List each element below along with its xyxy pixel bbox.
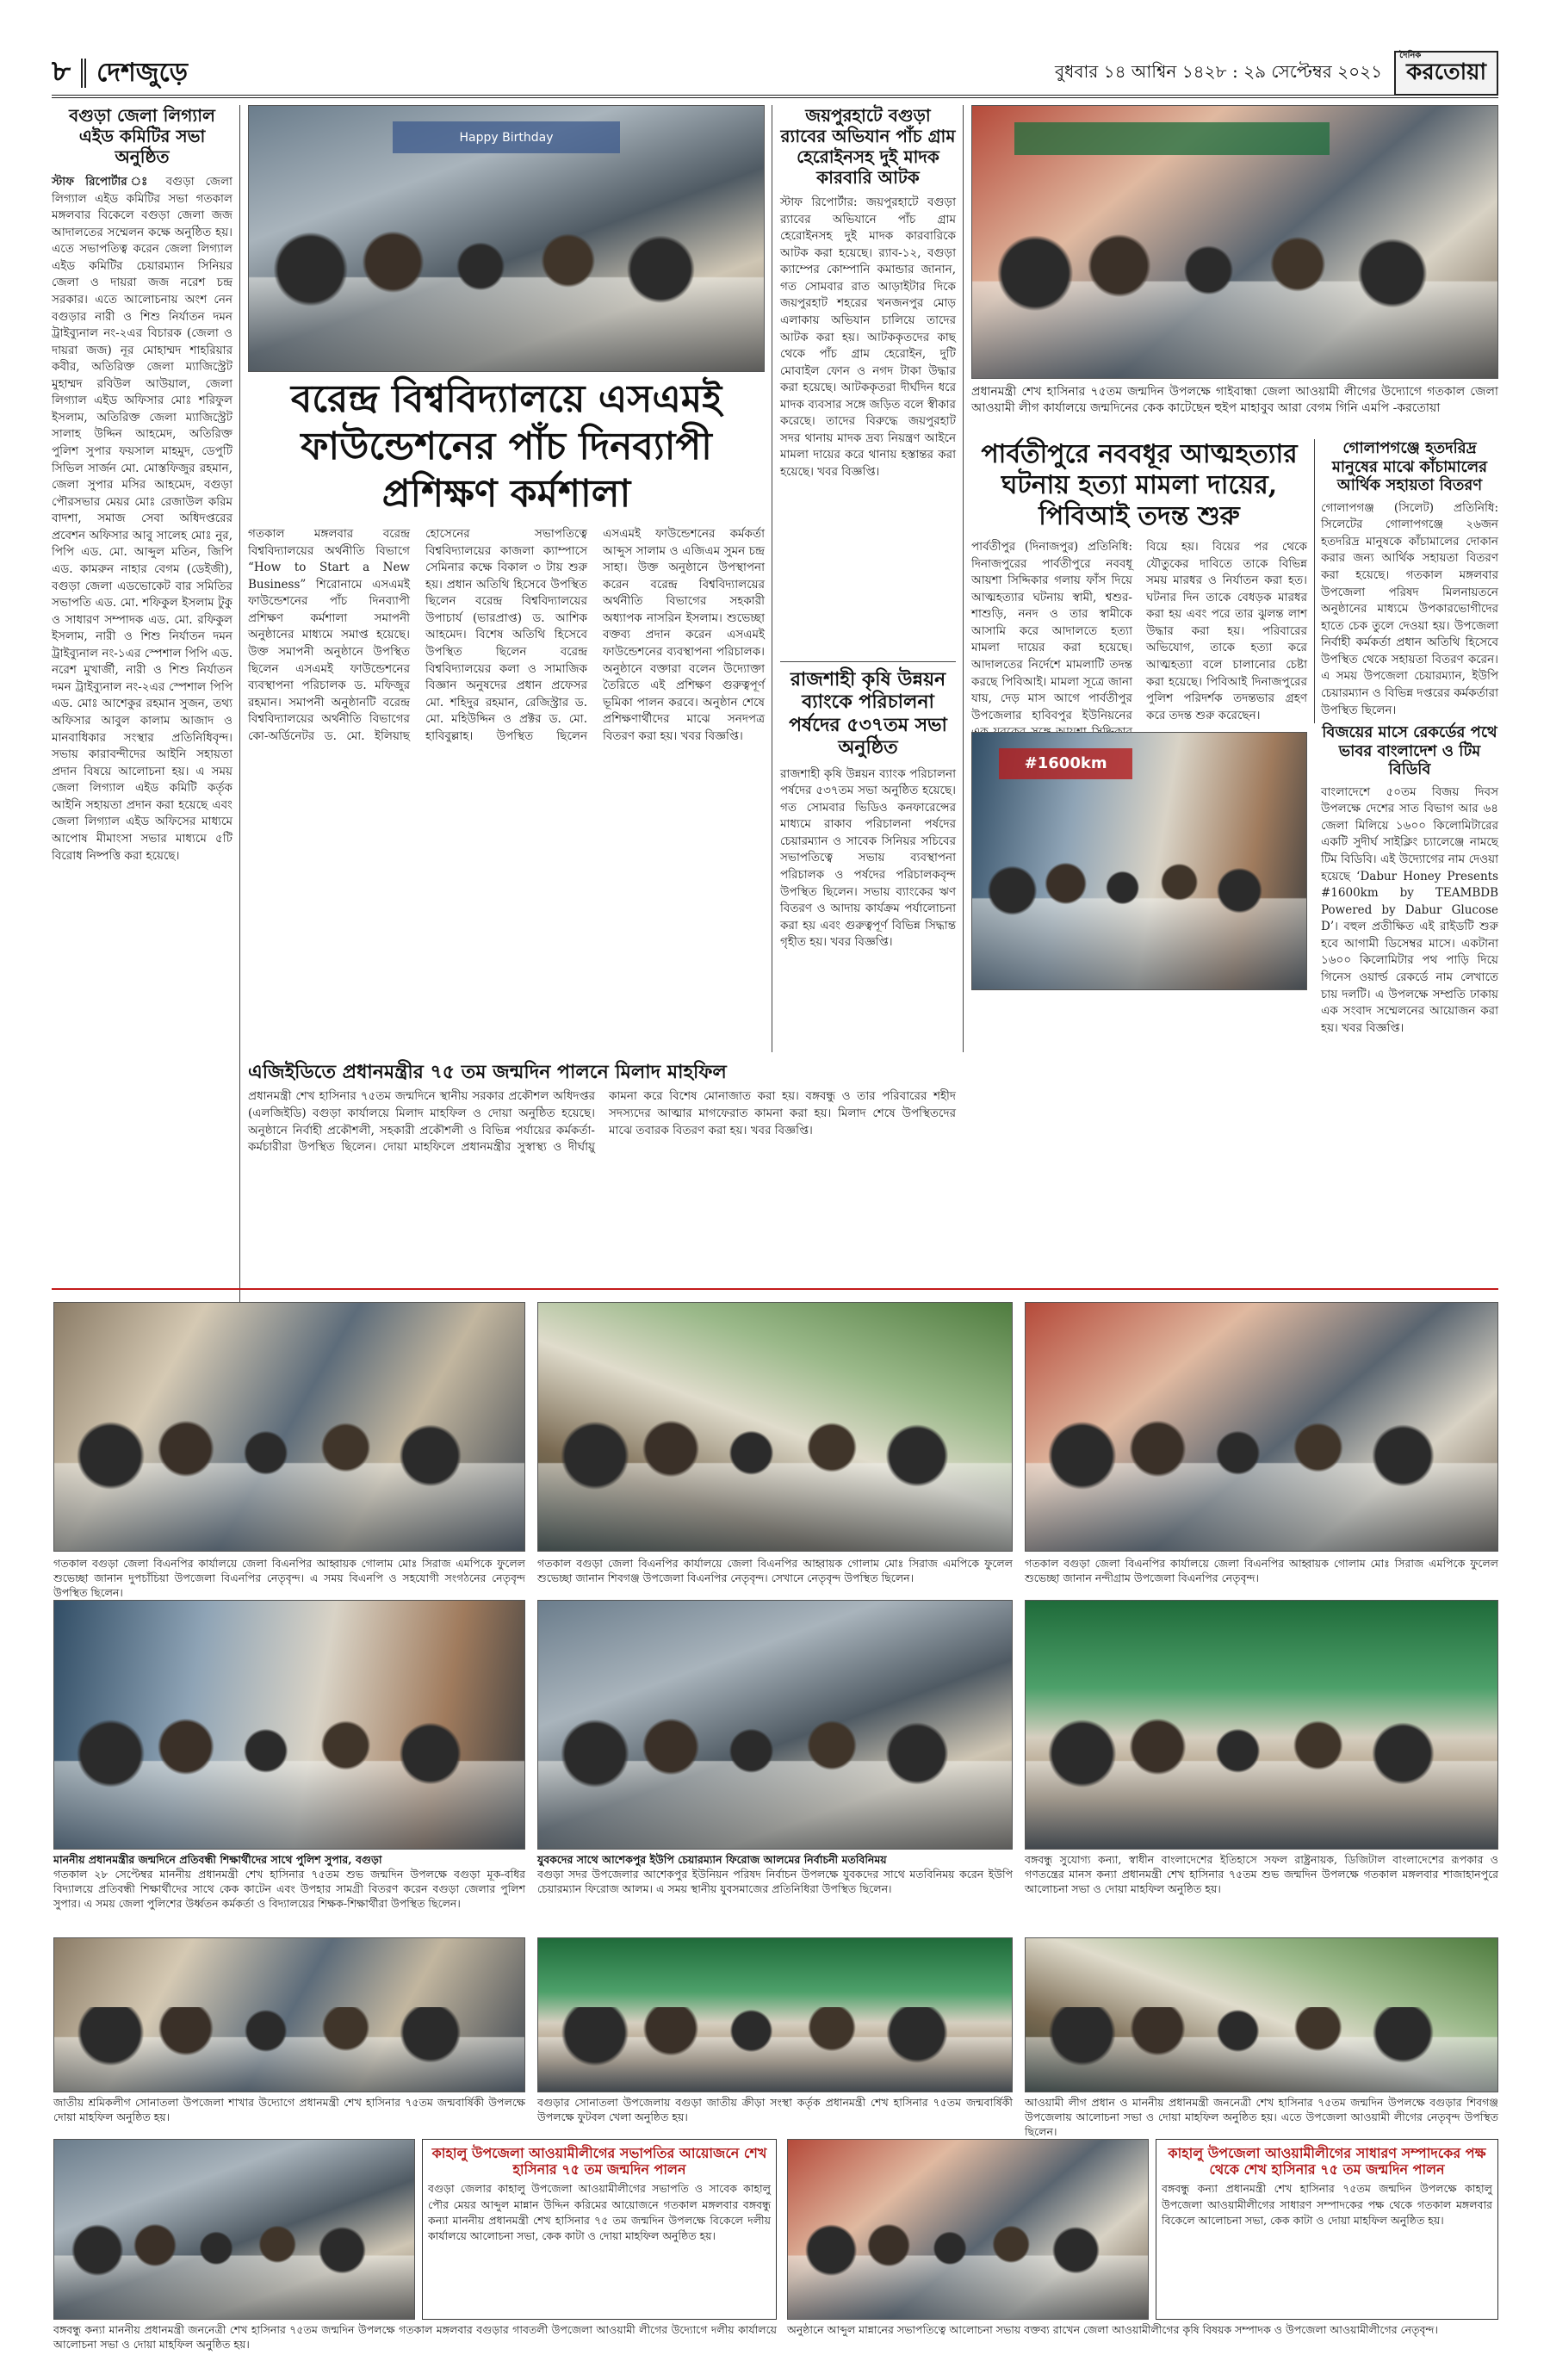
article-headline: জয়পুরহাটে বগুড়া র‌্যাবের অভিযান পাঁচ গ্রাম হেরোইনসহ দুই মাদক কারবারি আটক (780, 105, 956, 188)
article-body: রাজশাহী কৃষি উন্নয়ন ব্যাংক পরিচালনা পর্ষদের ৫৩৭তম সভা অনুষ্ঠিত হয়েছে। গত সোমবার ভিডিও কনফারেন্সের মাধ্যমে রাকাব পরিচালনা পর্ষদের চেয়ারম্যান ও সাবেক সিনিয়র সচিবের সভাপতিত্বে সভায় ব্যবস্থাপনা পরিচালক ও পর্ষদের পরিচালকবৃন্দ উপস্থিত ছিলেন। সভায় ব্যাংকের ঋণ বিতরণ ও আদায় কার্যক্রম পর্যালোচনা করা হয় এবং গুরুত্বপূর্ণ বিভিন্ন সিদ্ধান্ত গৃহীত হয়। খবর বিজ্ঞপ্তি। (780, 766, 956, 950)
section-red-divider (52, 1288, 1498, 1290)
news-photo (1025, 1937, 1498, 2092)
article-body: গোলাপগঞ্জ (সিলেট) প্রতিনিধি: সিলেটের গোলাপগঞ্জে ২৬জন হতদরিদ্র মানুষকে কাঁচামালের দোকান করার জন্য আর্থিক সহায়তা বিতরণ করা হয়েছে। গতকাল মঙ্গলবার উপজেলা পরিষদ মিলনায়তনে অনুষ্ঠানের মাধ্যমে উপকারভোগীদের হাতে চেক তুলে দেওয়া হয়। উপজেলা নির্বাহী কর্মকর্তা প্রধান অতিথি হিসেবে উপস্থিত থেকে সহায়তা বিতরণ করেন। এ সময় উপজেলা চেয়ারম্যান, ইউপি চেয়ারম্যান ও বিভিন্ন দপ্তরের কর্মকর্তারা উপস্থিত ছিলেন। (1321, 500, 1498, 717)
photo-banner (1014, 122, 1330, 155)
article-headline: কাহালু উপজেলা আওয়ামীলীগের সাধারণ সম্পাদকের পক্ষ থেকে শেখ হাসিনার ৭৫ তম জন্মদিন পালন (1168, 2145, 1486, 2179)
article-headline: কাহালু উপজেলা আওয়ামীলীগের সভাপতির আয়োজনে শেখ হাসিনার ৭৫ তম জন্মদিন পালন (431, 2145, 767, 2179)
article-body: বাংলাদেশে ৫০তম বিজয় দিবস উপলক্ষে দেশের সাত বিভাগ আর ৬৪ জেলা মিলিয়ে ১৬০০ কিলোমিটারের একটি সুদীর্ঘ সাইক্লিং চ্যালেঞ্জে নামছে টিম বিডিবি। এই উদ্যোগের নাম দেওয়া হয়েছে ‘Dabur Honey Presents #1600km by TEAMBDB Powered by Dabur Glucose D’। বহুল প্রতীক্ষিত এই রাইডটি শুরু হবে আগামী ডিসেম্বর মাসে। একটানা ১৬০০ কিলোমিটার পথ পাড়ি দিয়ে গিনেস ওয়ার্ল্ড রেকর্ডে নাম লেখাতে চায় দলটি। এ উপলক্ষে সম্প্রতি ঢাকায় এক সংবাদ সম্মেলনের আয়োজন করা হয়। খবর বিজ্ঞপ্তি। (1321, 784, 1498, 1035)
caption-title: যুবকদের সাথে আশেকপুর ইউপি চেয়ারম্যান ফিরোজ আলমের নির্বাচনী মতবিনিময় (537, 1853, 887, 1866)
photo-banner: #1600km (999, 748, 1132, 779)
article-headline: গোলাপগঞ্জে হতদরিদ্র মানুষের মাঝে কাঁচামালের আর্থিক সহায়তা বিতরণ (1331, 439, 1488, 495)
news-photo (248, 105, 765, 372)
section-title: দেশজুড়ে (96, 57, 189, 88)
news-photo (971, 105, 1498, 379)
article-golapganj (1321, 439, 1498, 715)
photo-caption: গতকাল বগুড়া জেলা বিএনপির কার্যালয়ে জেলা বিএনপির আহ্বায়ক গোলাম মোঃ সিরাজ এমপিকে ফুলেল শুভেচ্ছা জানান দুপচাঁচিয়া উপজেলা বিএনপির নেতৃবৃন্দ। এ সময় বিএনপি ও সহযোগী সংগঠনের নেতৃবৃন্দ উপস্থিত ছিলেন। (53, 1557, 525, 1599)
photo-caption: গতকাল বগুড়া জেলা বিএনপির কার্যালয়ে জেলা বিএনপির আহ্বায়ক গোলাম মোঃ সিরাজ এমপিকে ফুলেল শুভেচ্ছা জানান শিবগঞ্জ উপজেলা বিএনপির নেতৃবৃন্দ। সেখানে নেতৃবৃন্দ উপস্থিত ছিলেন। (537, 1557, 1013, 1584)
article-body (52, 174, 232, 865)
logo-text: করতোয়া (1406, 59, 1486, 85)
page-number: ৮ (52, 53, 71, 89)
photo-people (538, 2007, 1012, 2092)
photo-caption: বগুড়ার সোনাতলা উপজেলায় বগুড়া জাতীয় ক্রীড়া সংস্থা কর্তৃক প্রধানমন্ত্রী শেখ হাসিনার ৭৫তম জন্মবার্ষিকী উপলক্ষে ফুটবল খেলা অনুষ্ঠিত হয়। (537, 2096, 1013, 2123)
article-text: বগুড়া জেলা লিগ্যাল এইড কমিটির সভা গতকাল মঙ্গলবার বিকেলে বগুড়া জেলা জজ আদালতের সম্মেলন কক্ষে অনুষ্ঠিত হয়। এতে সভাপতিত্ব করেন জেলা লিগ্যাল এইড কমিটির চেয়ারম্যান সিনিয়র জেলা ও দায়রা জজ নরেশ চন্দ্র সরকার। এতে আলোচনায় অংশ নেন বগুড়ার নারী ও শিশু নির্যাতন দমন ট্রাইব্যুনাল নং-২এর বিচারক (জেলা ও দায়রা জজ) নূর মোহাম্মদ শাহরিয়ার কবীর, অতিরিক্ত জেলা ম্যাজিস্ট্রেট মুহাম্মদ রবিউল আউয়াল, জেলা লিগ্যাল এইড অফিসার মোঃ শরিফুল ইসলাম, অতিরিক্ত জেলা ম্যাজিস্ট্রেট সালাহ উদ্দিন আহমেদ, অতিরিক্ত পুলিশ সুপার ফয়সাল মাহমুদ, ডেপুটি সিভিল সার্জন মো. মোস্তফিজুর রহমান, জেলা সুপার মসির আহমেদ, বগুড়া পৌরসভার মেয়র মোঃ রেজাউল করিম বাদশা, সমাজ সেবা অধিদপ্তরের প্রবেশন অফিসার আবু সালেহ মোঃ নুর, পিপি এড. মো. আব্দুল মতিন, জিপি এড. কামরুন নাহার বেগম (ডেইজী), বগুড়া জেলা এডভোকেট বার সমিতির সভাপতি এড. মো. শফিকুল ইসলাম টুকু ও সাধারণ সম্পাদক এড. মো. রফিকুল ইসলাম, নারী ও শিশু নির্যাতন দমন ট্রাইব্যুনাল নং-১এর স্পেশাল পিপি এড. নরেশ মুখার্জী, নারী ও শিশু নির্যাতন দমন ট্রাইব্যুনাল নং-২এর স্পেশাল পিপি এড. মোঃ আশেকুর রহমান সুজন, তথ্য অফিসার আবুল কালাম আজাদ ও মানবাধিকার সংস্থার প্রতিনিধিবৃন্দ। সভায় কারাবন্দীদের আইনি সহায়তা প্রদান বিষয়ে আলোচনা হয়। এ সময় জেলা লিগ্যাল এইড কমিটি কর্তৃক আইনি সহায়তা প্রদান করা হয়েছে এবং জেলা লিগ্যাল এইড অফিসের মাধ্যমে আপোষ মীমাংসা সভার মাধ্যমে ৫টি বিরোধ নিষ্পত্তি করা হয়েছে। (52, 175, 232, 863)
article-kahalu-president (422, 2139, 777, 2320)
news-photo (53, 1600, 525, 1850)
news-photo (971, 732, 1307, 990)
article-lged-milad (248, 1061, 956, 1285)
photo-caption: প্রধানমন্ত্রী শেখ হাসিনার ৭৫তম জন্মদিন উপলক্ষে গাইবান্ধা জেলা আওয়ামী লীগের উদ্যোগে গতকাল জেলা আওয়ামী লীগ কার্যালয়ে জন্মদিনের কেক কাটেছেন হুইপ মাহাবুব আরা বেগম গিনি এমপি -করতোয়া (971, 385, 1498, 415)
section-divider (780, 661, 956, 662)
article-kahalu-secretary (1156, 2139, 1498, 2320)
photo-caption: অনুষ্ঠানে আব্দুল মান্নানের সভাপতিত্বে আলোচনা সভায় বক্তব্য রাখেন জেলা আওয়ামীলীগের কৃষি বিষয়ক সম্পাদক ও উপজেলা আওয়ামীলীগের নেতৃবৃন্দ। (787, 2323, 1438, 2336)
photo-caption: বঙ্গবন্ধু কন্যা মাননীয় প্রধানমন্ত্রী জননেত্রী শেখ হাসিনার ৭৫তম জন্মদিন উপলক্ষে গতকাল মঙ্গলবার বগুড়ার গাবতলী উপজেলা আওয়ামী লীগের উদ্যোগে দলীয় কার্যালয়ে আলোচনা সভা ও দোয়া মাহফিল অনুষ্ঠিত হয়। (53, 2323, 777, 2351)
photo-caption: আওয়ামী লীগ প্রধান ও মাননীয় প্রধানমন্ত্রী জননেত্রী শেখ হাসিনার ৭৫তম জন্মদিন উপলক্ষে বগুড়ার শিবগঞ্জ উপজেলায় আলোচনা সভা ও দোয়া মাহফিল অনুষ্ঠিত হয়। এতে উপজেলা আওয়ামী লীগের নেতৃবৃন্দ উপস্থিত ছিলেন। (1025, 2096, 1498, 2138)
article-body: বগুড়া জেলার কাহালু উপজেলা আওয়ামীলীগের সভাপতি ও সাবেক কাহালু পৌর মেয়র আব্দুল মান্নান উদ্দিন করিমের আয়োজনে গতকাল মঙ্গলবার বঙ্গবন্ধু কন্যা মাননীয় প্রধানমন্ত্রী শেখ হাসিনার ৭৫ তম জন্মদিন উপলক্ষে বিকেলে দলীয় কার্যালয়ে আলোচনা সভা, কেক কাটা ও দোয়া মাহফিল অনুষ্ঠিত হয়। (428, 2182, 771, 2242)
caption-text: বগুড়া সদর উপজেলার আশেকপুর ইউনিয়ন পরিষদ নির্বাচন উপলক্ষে যুবকদের সাথে মতবিনিময় করেন ইউপি চেয়ারম্যান ফিরোজ আলম। এ সময় স্থানীয় যুবসমাজের প্রতিনিধিরা উপস্থিত ছিলেন। (537, 1867, 1013, 1895)
column-divider (1314, 439, 1315, 723)
photo-banner: Happy Birthday (393, 121, 619, 153)
photo-caption (537, 1853, 1013, 1931)
dateline: বুধবার ১৪ আশ্বিন ১৪২৮ : ২৯ সেপ্টেম্বর ২০২১ (1054, 60, 1383, 82)
article-headline: রাজশাহী কৃষি উন্নয়ন ব্যাংকে পরিচালনা পর্ষদের ৫৩৭তম সভা অনুষ্ঠিত (789, 668, 947, 759)
article-headline: বিজয়ের মাসে রেকর্ডের পথে ভাবর বাংলাদেশ ও টিম বিডিবি (1322, 723, 1497, 779)
photo-people (538, 1713, 1012, 1849)
photo-caption: জাতীয় শ্রমিকলীগ সোনাতলা উপজেলা শাখার উদ্যোগে প্রধানমন্ত্রী শেখ হাসিনার ৭৫তম জন্মবার্ষিকী উপলক্ষে দোয়া মাহফিল অনুষ্ঠিত হয়। (53, 2096, 525, 2123)
article-body: বঙ্গবন্ধু কন্যা প্রধানমন্ত্রী শেখ হাসিনার ৭৫তম জন্মদিন উপলক্ষে কাহালু উপজেলা আওয়ামীলীগের সাধারণ সম্পাদকের পক্ষ থেকে গতকাল মঙ্গলবার বিকেলে আলোচনা সভা, কেক কাটা ও দোয়া মাহফিল অনুষ্ঠিত হয়। (1162, 2182, 1492, 2227)
photo-people (972, 228, 1497, 378)
newspaper-logo (1394, 51, 1498, 96)
photo-people (54, 2007, 524, 2092)
article-headline: পার্বতীপুরে নববধূর আত্মহত্যার ঘটনায় হত্যা মামলা দায়ের, পিবিআই তদন্ত শুরু (981, 439, 1298, 531)
article-team-bdb (1321, 723, 1498, 1266)
logo-small-text: দৈনিক (1399, 51, 1422, 60)
news-photo (537, 1600, 1013, 1850)
page-masthead (52, 52, 1498, 98)
article-headline: বগুড়া জেলা লিগ্যাল এইড কমিটির সভা অনুষ্ঠিত (69, 105, 215, 167)
photo-people (788, 2221, 1148, 2319)
news-photo (1025, 1600, 1498, 1850)
column-divider (963, 105, 964, 1052)
photo-caption: গতকাল বগুড়া জেলা বিএনপির কার্যালয়ে জেলা বিএনপির আহ্বায়ক গোলাম মোঃ সিরাজ এমপিকে ফুলেল শুভেচ্ছা জানান নন্দীগ্রাম উপজেলা বিএনপির নেতৃবৃন্দ। (1025, 1557, 1498, 1584)
article-body: প্রধানমন্ত্রী শেখ হাসিনার ৭৫তম জন্মদিনে স্থানীয় সরকার প্রকৌশল অধিদপ্তর (এলজিইডি) বগুড়া কার্যালয়ে মিলাদ মাহফিল ও দোয়া অনুষ্ঠিত হয়েছে। অনুষ্ঠানে নির্বাহী প্রকৌশলী, সহকারী প্রকৌশলী ও বিভিন্ন পর্যায়ের কর্মকর্তা-কর্মচারীরা উপস্থিত ছিলেন। দোয়া মাহফিলে প্রধানমন্ত্রীর সুস্বাস্থ্য ও দীর্ঘায়ু কামনা করে বিশেষ মোনাজাত করা হয়। বঙ্গবন্ধু ও তার পরিবারের শহীদ সদস্যদের আত্মার মাগফেরাত কামনা করা হয়। মিলাদ শেষে উপস্থিতদের মাঝে তবারক বিতরণ করা হয়। খবর বিজ্ঞপ্তি। (248, 1089, 956, 1155)
caption-title: মাননীয় প্রধানমন্ত্রীর জন্মদিনে প্রতিবন্ধী শিক্ষার্থীদের সাথে পুলিশ সুপার, বগুড়া (53, 1853, 382, 1866)
article-legal-aid (52, 105, 232, 1397)
news-photo (53, 1937, 525, 2092)
photo-people (538, 1415, 1012, 1551)
caption-text: গতকাল ২৮ সেপ্টেম্বর মাননীয় প্রধানমন্ত্রী শেখ হাসিনার ৭৫তম শুভ জন্মদিন উপলক্ষে বগুড়া মূক-বধির বিদ্যালয়ে প্রতিবন্ধী শিক্ষার্থীদের সাথে কেক কাটেন এবং উপহার সামগ্রী বিতরণ করেন বগুড়া জেলার পুলিশ সুপার। এ সময় জেলা পুলিশের উর্ধ্বতন কর্মকর্তা ও বিদ্যালয়ের শিক্ষক-শিক্ষার্থীরা উপস্থিত ছিলেন। (53, 1867, 525, 1910)
photo-people (1026, 2007, 1497, 2092)
photo-people (54, 1415, 524, 1551)
article-byline: স্টাফ রিপোর্টার ঃ (52, 175, 155, 189)
article-rab-arrest (780, 105, 956, 656)
column-divider (239, 105, 240, 1397)
photo-people (1026, 1415, 1497, 1551)
article-headline: বরেন্দ্র বিশ্ববিদ্যালয়ে এসএমই ফাউন্ডেশনের পাঁচ দিনব্যাপী প্রশিক্ষণ কর্মশালা (290, 377, 722, 516)
news-photo (537, 1302, 1013, 1552)
news-photo (787, 2139, 1149, 2320)
photo-people (54, 2221, 414, 2319)
photo-caption: বঙ্গবন্ধু সুযোগ্য কন্যা, স্বাধীন বাংলাদেশের ইতিহাসে সফল রাষ্ট্রনায়ক, ডিজিটাল বাংলাদেশের রূপকার ও গণতন্ত্রের মানস কন্যা প্রধানমন্ত্রী শেখ হাসিনার ৭৫তম শুভ জন্মদিন উপলক্ষে গতকাল মঙ্গলবার শাজাহানপুরে আলোচনা সভা ও দোয়া মাহফিল অনুষ্ঠিত হয়। (1025, 1853, 1498, 1895)
article-parbatipur (971, 439, 1307, 732)
article-body: পার্বতীপুর (দিনাজপুর) প্রতিনিধি: দিনাজপুরের পার্বতীপুরে নববধূ আয়শা সিদ্দিকার গলায় ফাঁস দিয়ে আত্মহত্যার ঘটনায় স্বামী, শ্বশুর-শাশুড়ি, ননদ ও তার স্বামীকে আসামি করে আদালতে হত্যা মামলা দায়ের করা হয়েছে। আদালতের নির্দেশে মামলাটি তদন্ত করছে পিবিআই। মামলা সূত্রে জানা যায়, দেড় মাস আগে পার্বতীপুর উপজেলার হাবিবপুর ইউনিয়নের বিয়ে হয়। বিয়ের পর থেকে যৌতুকের দাবিতে তাকে বিভিন্ন সময় মারধর ও নির্যাতন করা হত। ঘটনার দিন তাকে বেধড়ক মারধর করা হয় এবং পরে তার ঝুলন্ত লাশ উদ্ধার করা হয়। পরিবারের অভিযোগ, তাকে হত্যা করে আত্মহত্যা বলে চালানোর চেষ্টা করা হয়েছে। পিবিআই দিনাজপুরের পুলিশ পরিদর্শক তদন্তভার গ্রহণ করে তদন্ত শুরু করেছেন। (971, 540, 1307, 722)
masthead-separator (81, 59, 86, 88)
photo-people (54, 1713, 524, 1849)
news-photo (53, 2139, 415, 2320)
article-body: গতকাল মঙ্গলবার বরেন্দ্র বিশ্ববিদ্যালয়ের অর্থনীতি বিভাগে “How to Start a New Business” শিরোনামে এসএমই ফাউন্ডেশনের পাঁচ দিনব্যাপী প্রশিক্ষণ কর্মশালা সমাপনী অনুষ্ঠানের মাধ্যমে সমাপ্ত হয়েছে। উক্ত সমাপনী অনুষ্ঠানে উপস্থিত ছিলেন এসএমই ফাউন্ডেশনের ব্যবস্থাপনা পরিচালক ড. মফিজুর রহমান। সমাপনী অনুষ্ঠানটি বরেন্দ্র বিশ্ববিদ্যালয়ের অর্থনীতি বিভাগের কো-অর্ডিনেটর ড. মো. ইলিয়াছ হোসেনের সভাপতিত্বে বিশ্ববিদ্যালয়ের কাজলা ক্যাম্পাসে সেমিনার কক্ষে বিকাল ৩ টায় শুরু হয়। প্রধান অতিথি হিসেবে উপস্থিত ছিলেন বরেন্দ্র বিশ্ববিদ্যালয়ের উপাচার্য (ভারপ্রাপ্ত) ড. আশিক আহমেদ। বিশেষ অতিথি হিসেবে উপস্থিত ছিলেন বরেন্দ্র বিশ্ববিদ্যালয়ের কলা ও সামাজিক বিজ্ঞান অনুষদের প্রধান প্রফেসর মো. শহিদুর রহমান, রেজিস্ট্রার ড. মো. মহিউদ্দিন ও প্রক্টর ড. মো. হাবিবুল্লাহ। উপস্থিত ছিলেন এসএমই ফাউন্ডেশনের কর্মকর্তা আব্দুস সালাম ও এজিএম সুমন চন্দ্র সাহা। উক্ত অনুষ্ঠানে উপস্থাপনা করেন বরেন্দ্র বিশ্ববিদ্যালয়ের অর্থনীতি বিভাগের সহকারী অধ্যাপক নাসরিন ইসলাম। শুভেচ্ছা বক্তব্য প্রদান করেন এসএমই ফাউন্ডেশনের ব্যবস্থাপনা পরিচালক। অনুষ্ঠানে বক্তারা বলেন উদ্যোক্তা তৈরিতে এই প্রশিক্ষণ গুরুত্বপূর্ণ ভূমিকা পালন করবে। অনুষ্ঠান শেষে প্রশিক্ষণার্থীদের মাঝে সনদপত্র বিতরণ করা হয়। খবর বিজ্ঞপ্তি। (248, 527, 765, 743)
photo-people (249, 226, 764, 371)
article-headline: এজিইডিতে প্রধানমন্ত্রীর ৭৫ তম জন্মদিন পালনে মিলাদ মাহফিল (248, 1061, 727, 1083)
news-photo (1025, 1302, 1498, 1552)
photo-caption (53, 1853, 525, 1931)
photo-people (972, 848, 1306, 989)
article-body: স্টাফ রিপোর্টার: জয়পুরহাটে বগুড়া র‌্যাবের অভিযানে পাঁচ গ্রাম হেরোইনসহ দুই মাদক কারবারিকে আটক করা হয়েছে। র‌্যাব-১২, বগুড়া ক্যাম্পের কোম্পানি কমান্ডার জানান, গত সোমবার রাত আড়াইটার দিকে জয়পুরহাট শহরের খনজনপুর মোড় এলাকায় অভিযান চালিয়ে তাদের আটক করা হয়। আটককৃতদের কাছ থেকে পাঁচ গ্রাম হেরোইন, দুটি মোবাইল ফোন ও নগদ টাকা উদ্ধার করা হয়েছে। আটককৃতরা দীর্ঘদিন ধরে মাদক ব্যবসার সঙ্গে জড়িত বলে স্বীকার করেছে। তাদের বিরুদ্ধে জয়পুরহাট সদর থানায় মাদক দ্রব্য নিয়ন্ত্রণ আইনে মামলা দায়ের করে থানায় হস্তান্তর করা হয়েছে। খবর বিজ্ঞপ্তি। (780, 195, 956, 479)
photo-people (1026, 1713, 1497, 1849)
news-photo (53, 1302, 525, 1552)
news-photo (537, 1937, 1013, 2092)
